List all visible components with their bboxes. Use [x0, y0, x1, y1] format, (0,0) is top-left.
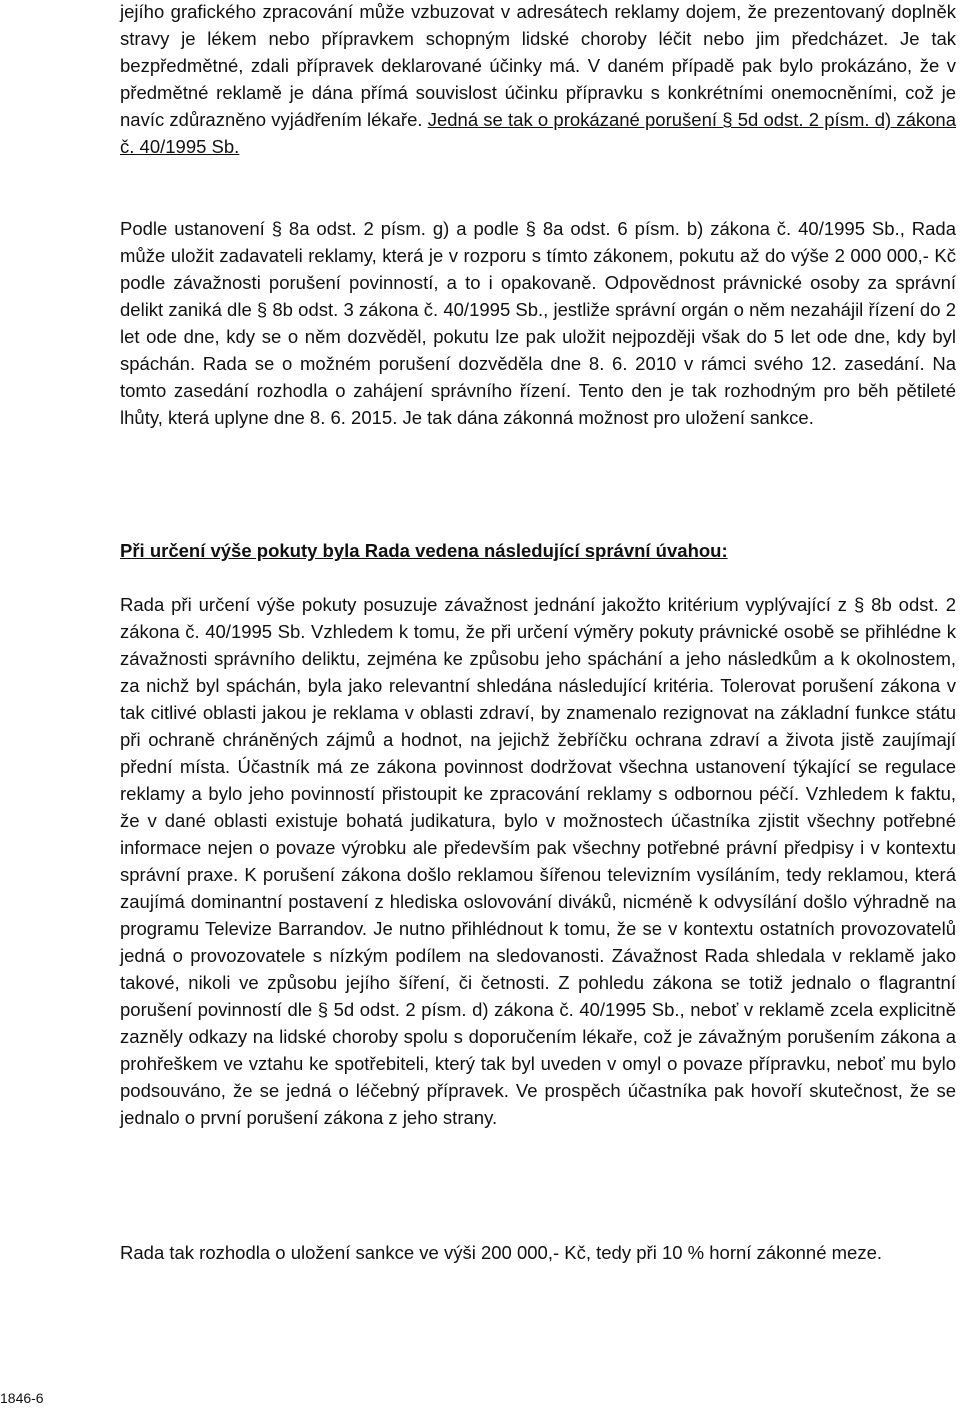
- paragraph-legal-basis: Podle ustanovení § 8a odst. 2 písm. g) a podle § 8a odst. 6 písm. b) zákona č. 40/1995 Sb., Rada může uložit zadavateli reklamy, která je v rozporu s tímto zákonem, pokutu až do výše 2 000 000,- Kč podle závažnosti porušení povinností, a to i opakovaně. Odpovědnost právnické osoby za správní delikt zaniká dle § 8b odst. 3 zákona č. 40/1995 Sb., jestliže správní orgán o něm nezahájil řízení do 2 let ode dne, kdy se o něm dozvěděl, pokutu lze pak uložit nejpozději však do 5 let ode dne, kdy byl spáchán. Rada se o možném porušení dozvěděla dne 8. 6. 2010 v rámci svého 12. zasedání. Na tomto zasedání rozhodla o zahájení správního řízení. Tento den je tak rozhodným pro běh pětileté lhůty, která uplyne dne 8. 6. 2015. Je tak dána zákonná možnost pro uložení sankce.: [120, 218, 956, 428]
- paragraph-advertising-assessment: [120, 0, 956, 160]
- paragraph-decision: Rada tak rozhodla o uložení sankce ve výši 200 000,- Kč, tedy při 10 % horní zákonné meze.: [120, 1242, 883, 1263]
- page-id-label: 1846-6: [0, 1390, 44, 1406]
- paragraph-fine-reasoning: Rada při určení výše pokuty posuzuje závažnost jednání jakožto kritérium vyplývající z § 8b odst. 2 zákona č. 40/1995 Sb. Vzhledem k tomu, že při určení výměry pokuty právnické osobě se přihlédne k závažnosti správního deliktu, zejména ke způsobu jeho spáchání a jeho následkům a k okolnostem, za nichž byl spáchán, byla jako relevantní shledána následující kritéria. Tolerovat porušení zákona v tak citlivé oblasti jakou je reklama v oblasti zdraví, by znamenalo rezignovat na základní funkce státu při ochraně chráněných zájmů a hodnot, na jejichž žebříčku ochrana zdraví a života jistě zaujímají přední místa. Účastník má ze zákona povinnost dodržovat všechna ustanovení týkající se regulace reklamy a bylo jeho povinností přistoupit ke zpracování reklamy s odbornou péčí. Vzhledem k faktu, že v dané oblasti existuje bohatá judikatura, bylo v možnostech účastníka zjistit všechny potřebné informace nejen o povaze výrobku ale především pak všechny potřebné právní předpisy i v kontextu správní praxe. K porušení zákona došlo reklamou šířenou televizním vysíláním, tedy reklamou, která zaujímá dominantní postavení z hlediska oslovování diváků, nicméně k odvysílání došlo výhradně na programu Televize Barrandov. Je nutno přihlédnout k tomu, že se v kontextu ostatních provozovatelů jedná o provozovatele s nízkým podílem na sledovanosti. Závažnost Rada shledala v reklamě jako takové, nikoli ve způsobu jejího šíření, či četnosti. Z pohledu zákona se totiž jednalo o flagrantní porušení povinností dle § 5d odst. 2 písm. d) zákona č. 40/1995 Sb., neboť v reklamě zcela explicitně zazněly odkazy na lidské choroby spolu s doporučením lékaře, což je závažným porušením zákona a prohřeškem ve vztahu ke spotřebiteli, který tak byl uveden v omyl o povaze přípravku, neboť mu bylo podsouváno, že se jedná o léčebný přípravek. Ve prospěch účastníka pak hovoří skutečnost, že se jednalo o první porušení zákona z jeho strany.: [120, 594, 956, 1128]
- section-heading: Při určení výše pokuty byla Rada vedena následující správní úvahou:: [120, 540, 728, 561]
- violation-statement: Jedná se tak o prokázané porušení § 5d odst. 2 písm. d) zákona č. 40/1995 Sb.: [120, 109, 956, 157]
- paragraph-text: jejího grafického zpracování může vzbuzovat v adresátech reklamy dojem, že prezentovaný doplněk stravy je lékem nebo přípravkem schopným lidské choroby léčit nebo jim předcházet. Je tak bezpředmětné, zdali přípravek deklarované účinky má. V daném případě pak bylo prokázáno, že v předmětné reklamě je dána přímá souvislost účinku přípravku s konkrétními onemocněními, což je navíc zdůrazněno vyjádřením lékaře.: [120, 1, 956, 130]
